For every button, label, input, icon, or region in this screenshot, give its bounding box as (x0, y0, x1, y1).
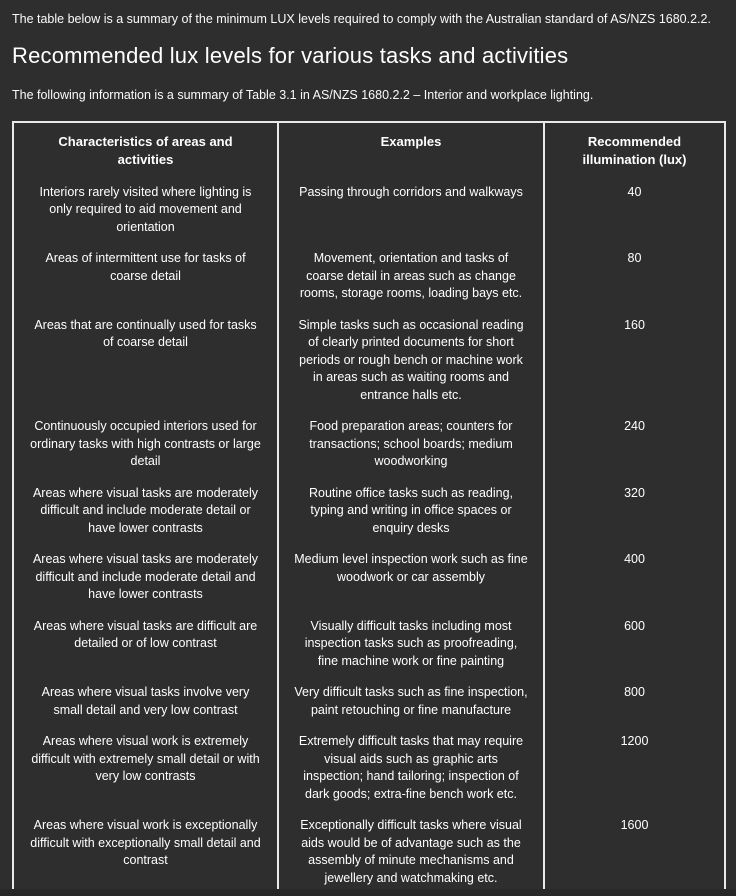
characteristics-cell: Areas where visual tasks are difficult are detailed or of low contrast (33, 618, 258, 651)
column-header-examples: Examples (278, 122, 544, 176)
lux-value-cell: 1600 (544, 810, 725, 895)
table-row (13, 810, 725, 895)
examples-cell: Very difficult tasks such as fine inspection, paint retouching or fine manufacture (278, 677, 544, 726)
table-header-row (13, 122, 725, 176)
lux-value-cell: 320 (544, 478, 725, 545)
table-row (13, 411, 725, 478)
examples-cell: Visually difficult tasks including most inspection tasks such as proofreading, fine machine work or fine painting (278, 611, 544, 678)
lux-value-cell: 40 (544, 177, 725, 244)
characteristics-cell: Areas where visual tasks are moderately difficult and include moderate detail and have lower contrasts (32, 552, 259, 602)
examples-cell: Movement, orientation and tasks of coarse detail in areas such as change rooms, storage rooms, loading bays etc. (278, 243, 544, 310)
table-row (13, 544, 725, 611)
table-row (13, 611, 725, 678)
characteristics-cell: Continuously occupied interiors used for ordinary tasks with high contrasts or large detail (30, 419, 261, 469)
table-body (13, 177, 725, 896)
examples-cell: Food preparation areas; counters for transactions; school boards; medium woodworking (278, 411, 544, 478)
examples-cell: Simple tasks such as occasional reading of clearly printed documents for short periods or rough bench or machine work in areas such as waiting rooms and entrance halls etc. (278, 310, 544, 412)
column-header-lux: Recommended illumination (lux) (544, 122, 725, 176)
lux-value-cell: 1200 (544, 726, 725, 810)
examples-cell: Exceptionally difficult tasks where visual aids would be of advantage such as the assembly of minute mechanisms and jewellery and watchmaking etc. (278, 810, 544, 895)
table-row (13, 677, 725, 726)
subheading-text: The following information is a summary of Table 3.1 in AS/NZS 1680.2.2 – Interior and workplace lighting. (12, 88, 594, 103)
bottom-edge-strip (0, 889, 736, 896)
page-title: Recommended lux levels for various tasks and activities (12, 43, 569, 69)
examples-cell: Medium level inspection work such as fine woodwork or car assembly (278, 544, 544, 611)
characteristics-cell: Interiors rarely visited where lighting is only required to aid movement and orientation (39, 184, 252, 234)
lux-value-cell: 800 (544, 677, 725, 726)
characteristics-cell: Areas where visual work is extremely difficult with extremely small detail or with very low contrasts (31, 734, 260, 784)
table-row (13, 478, 725, 545)
column-header-characteristics: Characteristics of areas and activities (58, 134, 233, 168)
lux-value-cell: 80 (544, 243, 725, 310)
characteristics-cell: Areas where visual tasks are moderately difficult and include moderate detail or have lower contrasts (32, 485, 259, 535)
table-row (13, 310, 725, 412)
table-row (13, 726, 725, 810)
table-row (13, 177, 725, 244)
lux-value-cell: 400 (544, 544, 725, 611)
lux-value-cell: 160 (544, 310, 725, 412)
examples-cell: Extremely difficult tasks that may require visual aids such as graphic arts inspection; hand tailoring; inspection of dark goods; extra-fine bench work etc. (278, 726, 544, 810)
lux-levels-table (12, 121, 726, 896)
lux-value-cell: 600 (544, 611, 725, 678)
lux-value-cell: 240 (544, 411, 725, 478)
characteristics-cell: Areas where visual tasks involve very small detail and very low contrast (41, 685, 250, 717)
characteristics-cell: Areas where visual work is exceptionally difficult with exceptionally small detail and contrast (30, 818, 261, 868)
intro-text: The table below is a summary of the minimum LUX levels required to comply with the Australian standard of AS/NZS 1680.2.2. (12, 12, 711, 26)
characteristics-cell: Areas that are continually used for tasks of coarse detail (34, 317, 257, 350)
characteristics-cell: Areas of intermittent use for tasks of coarse detail (45, 251, 246, 283)
examples-cell: Routine office tasks such as reading, typing and writing in office spaces or enquiry desks (278, 478, 544, 545)
examples-cell: Passing through corridors and walkways (278, 177, 544, 244)
table-row (13, 243, 725, 310)
